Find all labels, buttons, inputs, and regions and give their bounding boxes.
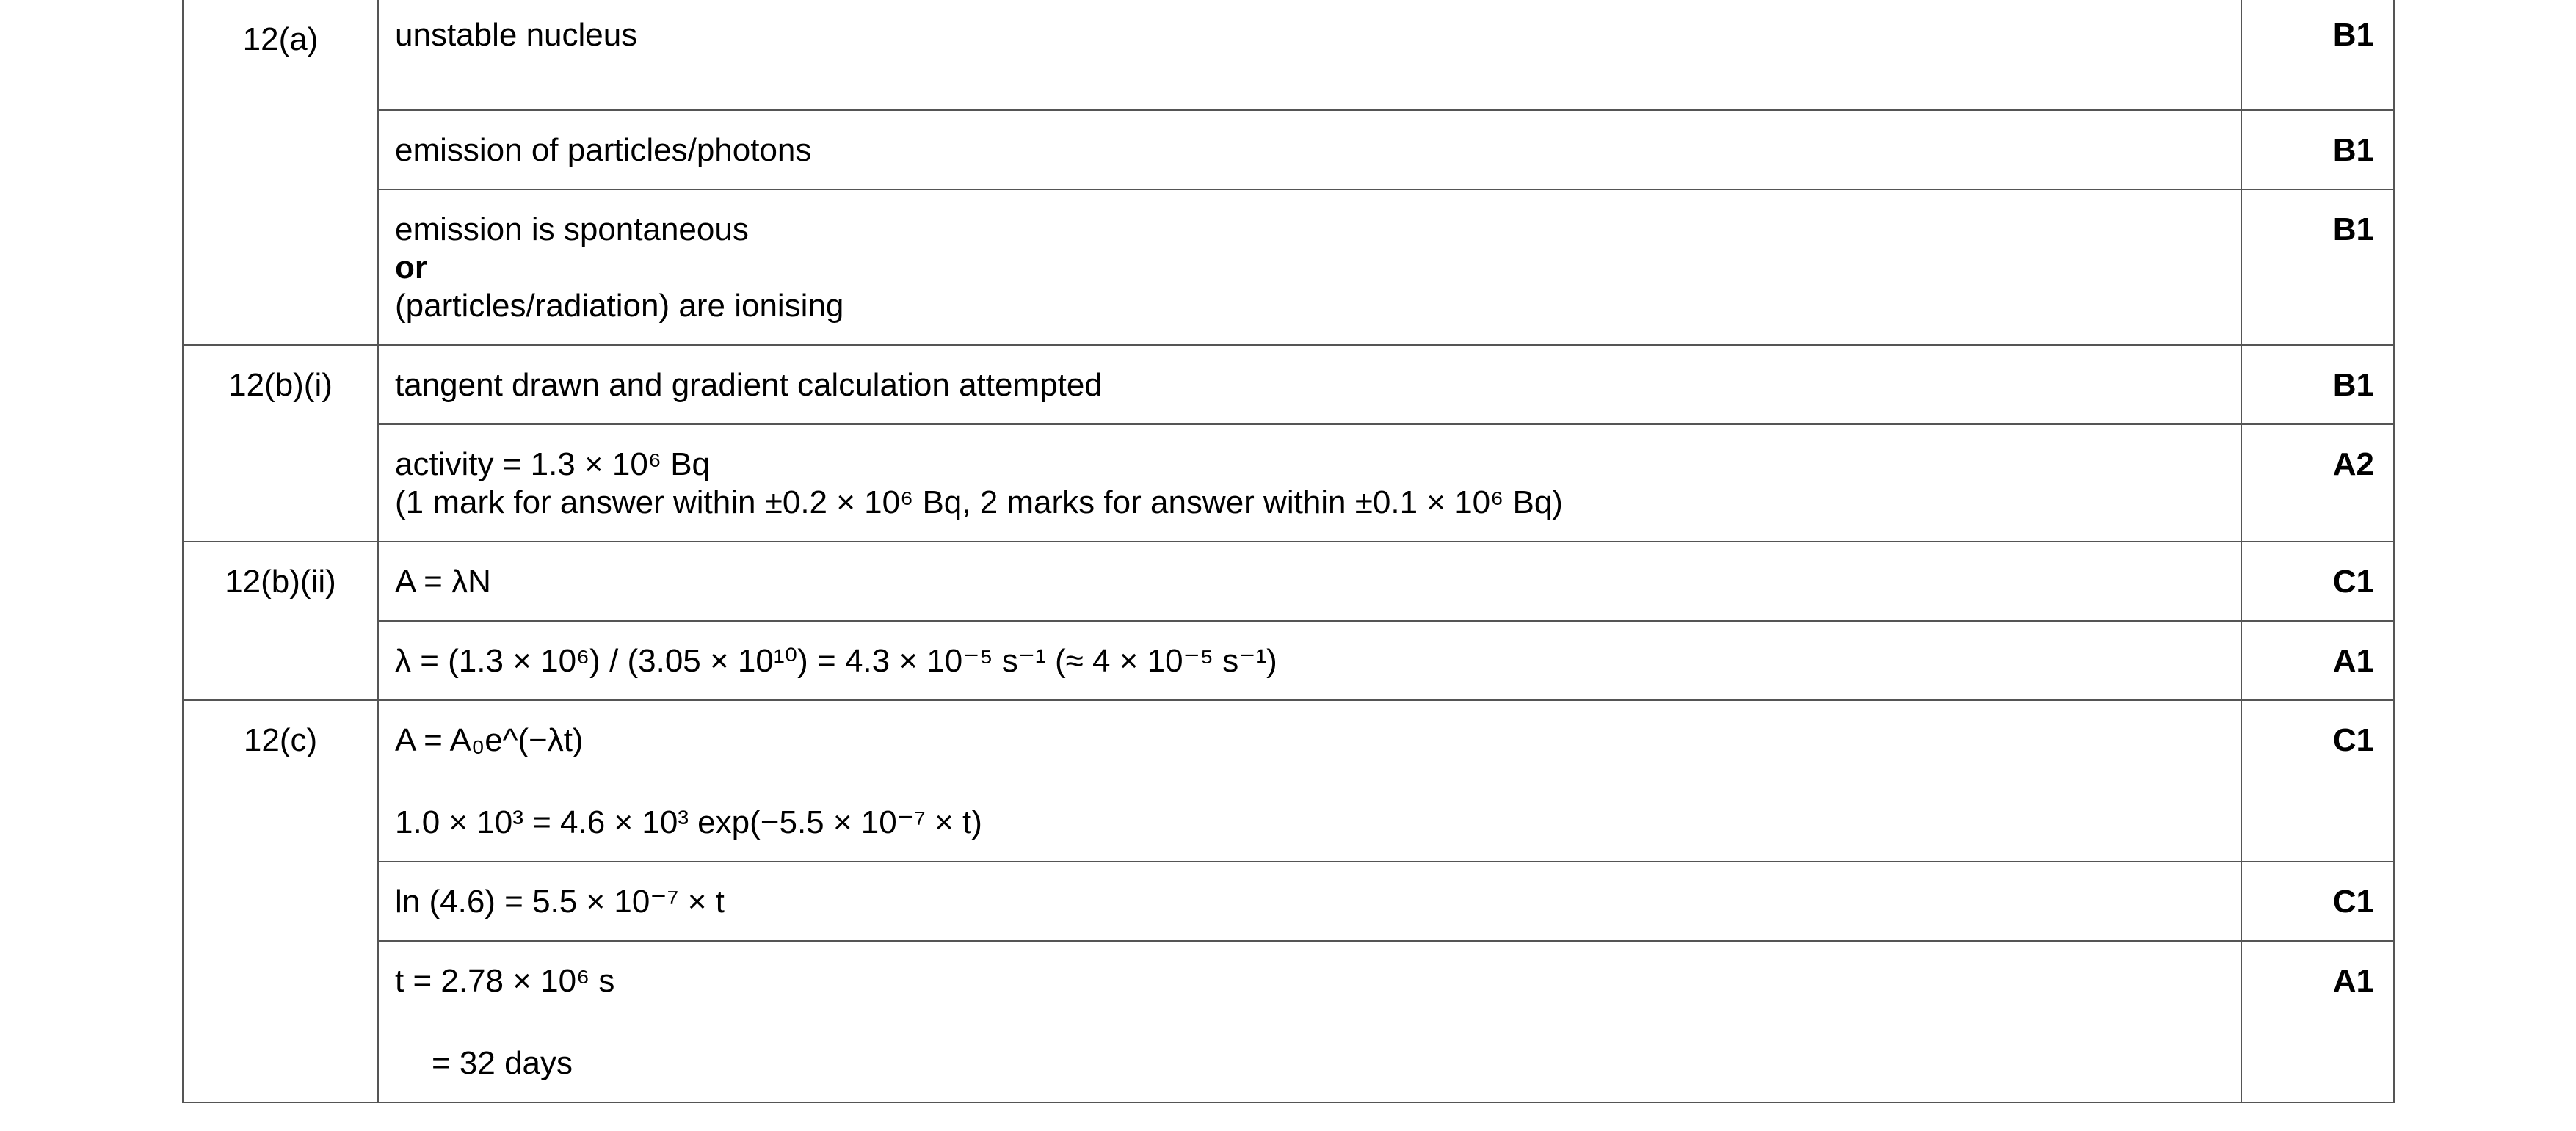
answer-line: emission is spontaneous	[395, 211, 749, 247]
mark-cell: A2	[2241, 424, 2394, 542]
question-number: 12(b)(i)	[183, 345, 378, 542]
mark-cell: B1	[2241, 345, 2394, 424]
mark-cell: B1	[2241, 189, 2394, 345]
answer-cell: ln (4.6) = 5.5 × 10⁻⁷ × t	[378, 862, 2241, 941]
mark-cell: A1	[2241, 621, 2394, 700]
table-row	[183, 189, 2394, 345]
answer-cell	[378, 941, 2241, 1102]
table-row	[183, 621, 2394, 700]
mark-cell: C1	[2241, 700, 2394, 862]
table-row	[183, 941, 2394, 1102]
mark-cell: B1	[2241, 0, 2394, 110]
table-row	[183, 862, 2394, 941]
table-row	[183, 345, 2394, 424]
answer-line: t = 2.78 × 10⁶ s	[395, 963, 615, 999]
mark-cell: B1	[2241, 110, 2394, 189]
table-row	[183, 424, 2394, 542]
answer-line: = 32 days	[432, 1045, 573, 1081]
mark-cell: C1	[2241, 862, 2394, 941]
answer-line: (particles/radiation) are ionising	[395, 288, 844, 324]
answer-cell: A = λN	[378, 542, 2241, 621]
table-row	[183, 0, 2394, 110]
or-separator: or	[395, 250, 427, 286]
mark-cell: A1	[2241, 941, 2394, 1102]
answer-cell: tangent drawn and gradient calculation attempted	[378, 345, 2241, 424]
answer-cell	[378, 189, 2241, 345]
answer-cell: emission of particles/photons	[378, 110, 2241, 189]
answer-line: 1.0 × 10³ = 4.6 × 10³ exp(−5.5 × 10⁻⁷ × t)	[395, 804, 982, 840]
question-number: 12(b)(ii)	[183, 542, 378, 700]
answer-cell	[378, 700, 2241, 862]
answer-cell: unstable nucleus	[378, 0, 2241, 110]
answer-cell: λ = (1.3 × 10⁶) / (3.05 × 10¹⁰) = 4.3 × 10⁻⁵ s⁻¹ (≈ 4 × 10⁻⁵ s⁻¹)	[378, 621, 2241, 700]
answer-line: (1 mark for answer within ±0.2 × 10⁶ Bq, 2 marks for answer within ±0.1 × 10⁶ Bq)	[395, 484, 1563, 520]
question-number: 12(c)	[183, 700, 378, 1102]
question-number: 12(a)	[183, 0, 378, 345]
answer-line: A = A₀e^(−λt)	[395, 722, 584, 758]
mark-scheme-table	[182, 0, 2395, 1103]
table-row	[183, 542, 2394, 621]
answer-line: activity = 1.3 × 10⁶ Bq	[395, 446, 711, 482]
table-row	[183, 110, 2394, 189]
table-row	[183, 700, 2394, 862]
mark-cell: C1	[2241, 542, 2394, 621]
answer-cell	[378, 424, 2241, 542]
